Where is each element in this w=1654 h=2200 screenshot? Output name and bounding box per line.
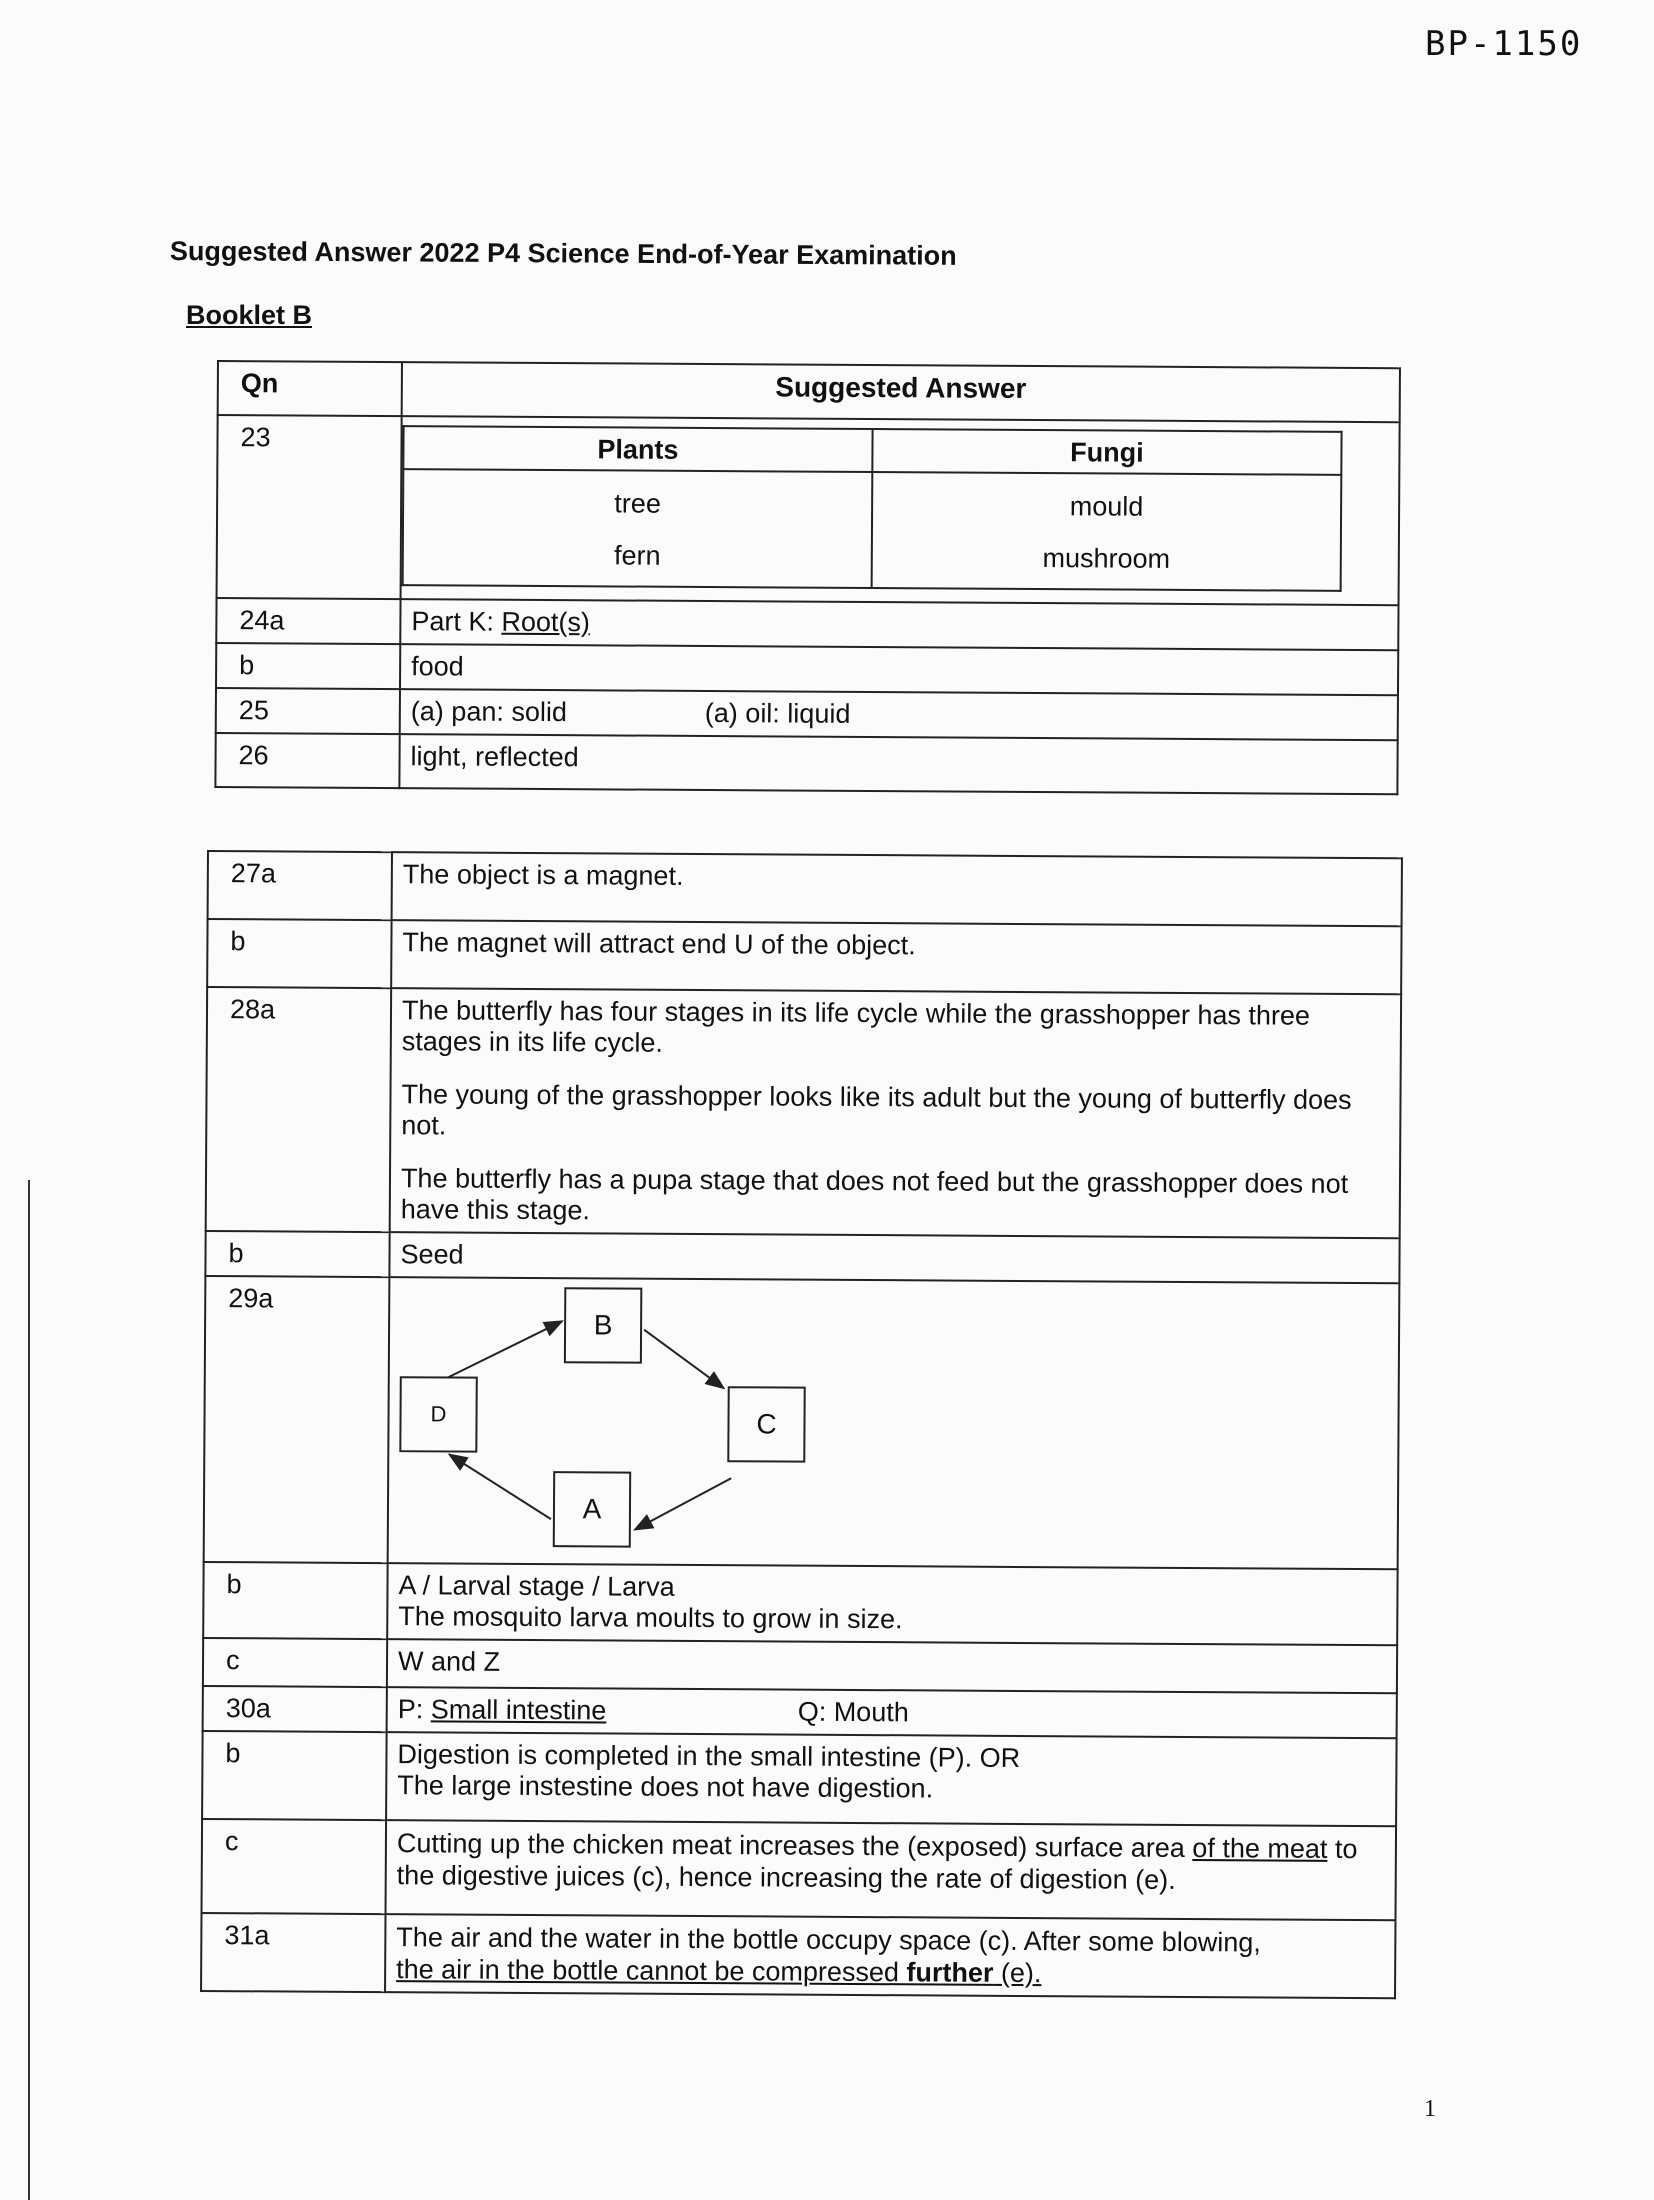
answer-cell: The magnet will attract end U of the object. xyxy=(391,920,1401,994)
answer-part: (a) oil: liquid xyxy=(704,697,851,729)
table-row xyxy=(203,1638,1397,1693)
qn-cell: 31a xyxy=(201,1913,385,1992)
fungi-item: mould xyxy=(1069,491,1144,522)
table-row xyxy=(216,688,1398,740)
answer-cell xyxy=(387,1563,1397,1645)
answer-text: (e). xyxy=(993,1957,1042,1989)
answer-text: to the digestive juices (c), hence increasing the rate of digestion (e). xyxy=(396,1833,1358,1895)
arrow-d-to-b xyxy=(446,1320,562,1379)
answer-cell xyxy=(400,599,1398,650)
answer-cell xyxy=(401,416,1400,605)
answer-header: Suggested Answer xyxy=(402,362,1400,422)
answer-text: Q: Mouth xyxy=(797,1696,909,1728)
qn-cell: b xyxy=(207,919,391,988)
answer-prefix: P: xyxy=(397,1694,431,1725)
answer-text: Root(s) xyxy=(501,606,591,638)
arrow-b-to-c xyxy=(644,1330,724,1388)
answer-cell: light, reflected xyxy=(399,734,1397,794)
page-title: Suggested Answer 2022 P4 Science End-of-Year Examination xyxy=(169,236,957,271)
answer-cell xyxy=(385,1914,1395,1998)
answer-underlined: the air in the bottle cannot be compressed xyxy=(396,1954,907,1988)
answer-part: (a) pan: solid xyxy=(410,696,568,728)
table-row xyxy=(217,415,1400,605)
table-row xyxy=(204,1276,1400,1569)
answer-cell: The object is a magnet. xyxy=(392,852,1402,926)
answer-cell xyxy=(388,1277,1400,1569)
page-number: 1 xyxy=(1424,2096,1436,2122)
answer-cell: Seed xyxy=(389,1232,1399,1283)
answer-cell xyxy=(390,988,1401,1238)
qn-cell: 30a xyxy=(203,1686,387,1732)
answer-paragraph: The butterfly has a pupa stage that does not feed but the grasshopper does not have this stage. xyxy=(400,1163,1349,1226)
answer-text: Small intestine xyxy=(430,1694,607,1726)
answer-cell xyxy=(400,689,1398,740)
table-row xyxy=(203,1562,1397,1645)
answer-line: The air and the water in the bottle occupy space (c). After some blowing, xyxy=(396,1922,1261,1958)
qn-cell: 23 xyxy=(217,415,402,599)
table-row xyxy=(216,643,1398,695)
qn-cell: c xyxy=(202,1819,387,1914)
qn-cell: b xyxy=(202,1731,387,1820)
arrow-a-to-d xyxy=(449,1454,551,1519)
stage-box-b: B xyxy=(564,1287,642,1363)
qn-cell: 25 xyxy=(216,688,400,734)
qn-cell: b xyxy=(216,643,400,689)
table-row xyxy=(205,1231,1399,1283)
table-row xyxy=(203,1686,1397,1738)
answer-table-2 xyxy=(200,850,1403,1999)
answer-emphasis: further xyxy=(906,1957,994,1988)
life-cycle-diagram xyxy=(395,1286,817,1559)
qn-cell: b xyxy=(203,1562,387,1639)
table-row xyxy=(201,1913,1395,1998)
table-row xyxy=(215,733,1397,794)
stage-box-c: C xyxy=(727,1386,805,1462)
answer-line: The large instestine does not have digestion. xyxy=(397,1770,934,1804)
table-row xyxy=(216,598,1398,650)
qn-cell: 24a xyxy=(216,598,400,644)
plant-item: tree xyxy=(614,488,661,519)
answer-cell xyxy=(386,1820,1397,1920)
plants-cell xyxy=(403,469,873,588)
classification-table xyxy=(402,425,1343,592)
answer-paragraph: The butterfly has four stages in its life cycle while the grasshopper has three stages in its life cycle. xyxy=(401,995,1311,1058)
qn-cell: 28a xyxy=(206,987,391,1232)
document-code: BP-1150 xyxy=(1425,24,1583,64)
answer-text: Cutting up the chicken meat increases the (exposed) surface area xyxy=(396,1828,1193,1864)
table-row xyxy=(207,919,1401,994)
answer-cell: W and Z xyxy=(387,1639,1397,1693)
answer-line: A / Larval stage / Larva xyxy=(398,1570,675,1602)
table-row xyxy=(208,851,1402,926)
qn-cell: c xyxy=(203,1638,387,1687)
answer-cell: food xyxy=(400,644,1398,695)
fungi-header: Fungi xyxy=(872,429,1341,475)
stage-box-d: D xyxy=(399,1376,477,1452)
plant-item: fern xyxy=(613,540,661,571)
stage-box-a: A xyxy=(553,1471,631,1547)
table-row xyxy=(202,1819,1397,1920)
answer-table-1 xyxy=(214,360,1401,795)
answer-cell xyxy=(386,1732,1397,1826)
arrow-c-to-a xyxy=(635,1478,731,1531)
table-row xyxy=(202,1731,1397,1826)
answer-cell xyxy=(387,1687,1397,1738)
booklet-heading: Booklet B xyxy=(186,300,313,330)
answer-line: The mosquito larva moults to grow in size. xyxy=(398,1601,903,1635)
qn-header: Qn xyxy=(218,361,402,416)
scan-edge-line xyxy=(28,1180,30,2200)
qn-cell: 26 xyxy=(215,733,399,788)
answer-prefix: Part K: xyxy=(411,606,502,637)
qn-cell: 27a xyxy=(208,851,392,920)
answer-line: Digestion is completed in the small intestine (P). OR xyxy=(397,1739,1021,1773)
fungi-item: mushroom xyxy=(1042,543,1171,574)
plants-header: Plants xyxy=(403,426,872,472)
table-header-row xyxy=(218,361,1400,422)
table-row xyxy=(206,987,1401,1238)
answer-paragraph: The young of the grasshopper looks like its adult but the young of butterfly does not. xyxy=(401,1079,1352,1141)
qn-cell: b xyxy=(205,1231,389,1277)
answer-underlined: of the meat xyxy=(1192,1833,1328,1864)
qn-cell: 29a xyxy=(204,1276,390,1563)
fungi-cell xyxy=(872,472,1342,591)
